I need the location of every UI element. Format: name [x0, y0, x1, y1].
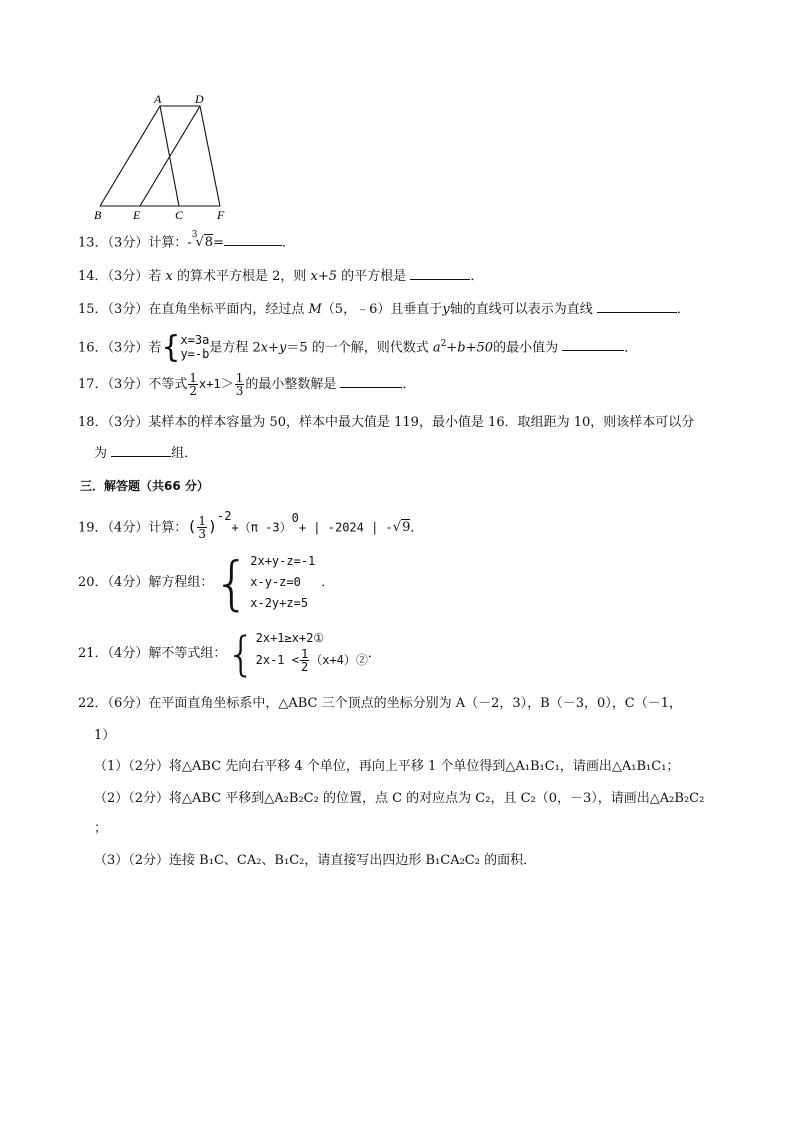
question-22-line2: 1）: [94, 728, 116, 743]
question-21: 21．（4分）解不等式组： { 2x+1≥x+2① 2x-1 < $\frac{1}{2}$ （x+4）② ．: [78, 626, 381, 681]
fraction-one-half: $\frac{1}{2}$: [189, 371, 197, 398]
equation-system-20: { 2x+y-z=-1 x-y-z=0 x-2y+z=5: [213, 548, 316, 617]
label-F: F: [217, 208, 225, 222]
fraction-one-third-19: $\frac{1}{3}$: [198, 514, 207, 542]
segment-DF: [200, 106, 220, 206]
question-18: 18．（3分）某样本的样本容量为 50，样本中最大值是 119，最小值是 16．取组距为 10，则该样本可以分: [78, 415, 695, 430]
cube-root: √8: [195, 235, 214, 251]
fraction-one-third: $\frac{1}{3}$: [235, 371, 244, 398]
label-E: E: [133, 208, 141, 222]
section-3-heading: 三．解答题（共66 分）: [80, 479, 209, 493]
label-B: B: [94, 208, 102, 222]
label-C: C: [175, 208, 184, 222]
question-22-part-3: （3）（2分）连接 B₁C、CA₂、B₁C₂，请直接写出四边形 B₁CA₂C₂ 的面积．: [94, 853, 537, 868]
question-22-part-2-end: ；: [94, 821, 108, 836]
label-A: A: [154, 92, 162, 106]
inequality-system-21: { 2x+1≥x+2① 2x-1 < $\frac{1}{2}$ （x+4）②: [226, 626, 368, 681]
question-22-part-1: （1）（2分）将△ABC 先向右平移 4 个单位，再向上平移 1 个单位得到△A₁B₁C₁，请画出△A₁B₁C₁；: [94, 759, 680, 774]
segment-DE: [140, 106, 200, 206]
question-22: 22．（6分）在平面直角坐标系中，△ABC 三个顶点的坐标分别为 A（－2，3），B（－3，0），C（－1，: [78, 696, 682, 711]
label-D: D: [195, 92, 204, 106]
answer-blank-17[interactable]: [340, 375, 402, 388]
answer-blank-16[interactable]: [562, 338, 624, 351]
question-15: 15．（3分）在直角坐标平面内，经过点 M（5，﹣6）且垂直于y轴的直线可以表示为直线 ．: [78, 302, 690, 317]
question-18-line2: 为 组．: [94, 446, 198, 461]
equation-system-16: { x=3a y=-b: [161, 329, 210, 365]
answer-blank-18[interactable]: [111, 444, 171, 457]
answer-blank-13[interactable]: [224, 233, 282, 246]
question-13: 13．（3分）计算：-$^3$√8= ．: [78, 230, 295, 251]
segment-AB: [100, 106, 160, 206]
answer-blank-15[interactable]: [597, 300, 677, 313]
question-14: 14．（3分）若 x 的算术平方根是 2，则 x+5 的平方根是 ．: [78, 269, 484, 284]
trapezoid-figure: [88, 90, 238, 225]
question-19: 19．（4分）计算：( $\frac{1}{3}$ )$^{-2}$+（π -3）$^0$+ | -2024 | -√9．: [78, 509, 424, 542]
square-root: √9: [392, 520, 411, 536]
question-17: 17．（3分）不等式 $\frac{1}{2}$ x+1＞ $\frac{1}{3}$ 的最小整数解是 ．: [78, 371, 416, 398]
question-20: 20．（4分）解方程组： { 2x+y-z=-1 x-y-z=0 x-2y+z=5 ．: [78, 548, 335, 617]
question-22-part-2: （2）（2分）将△ABC 平移到△A₂B₂C₂ 的位置，点 C 的对应点为 C₂，且 C₂（0，－3），请画出△A₂B₂C₂: [94, 791, 705, 806]
question-16: 16．（3分）若 { x=3a y=-b 是方程 2x+y＝5 的一个解，则代数式 $a^2+b+50$的最小值为 ．: [78, 329, 638, 365]
answer-blank-14[interactable]: [410, 267, 470, 280]
